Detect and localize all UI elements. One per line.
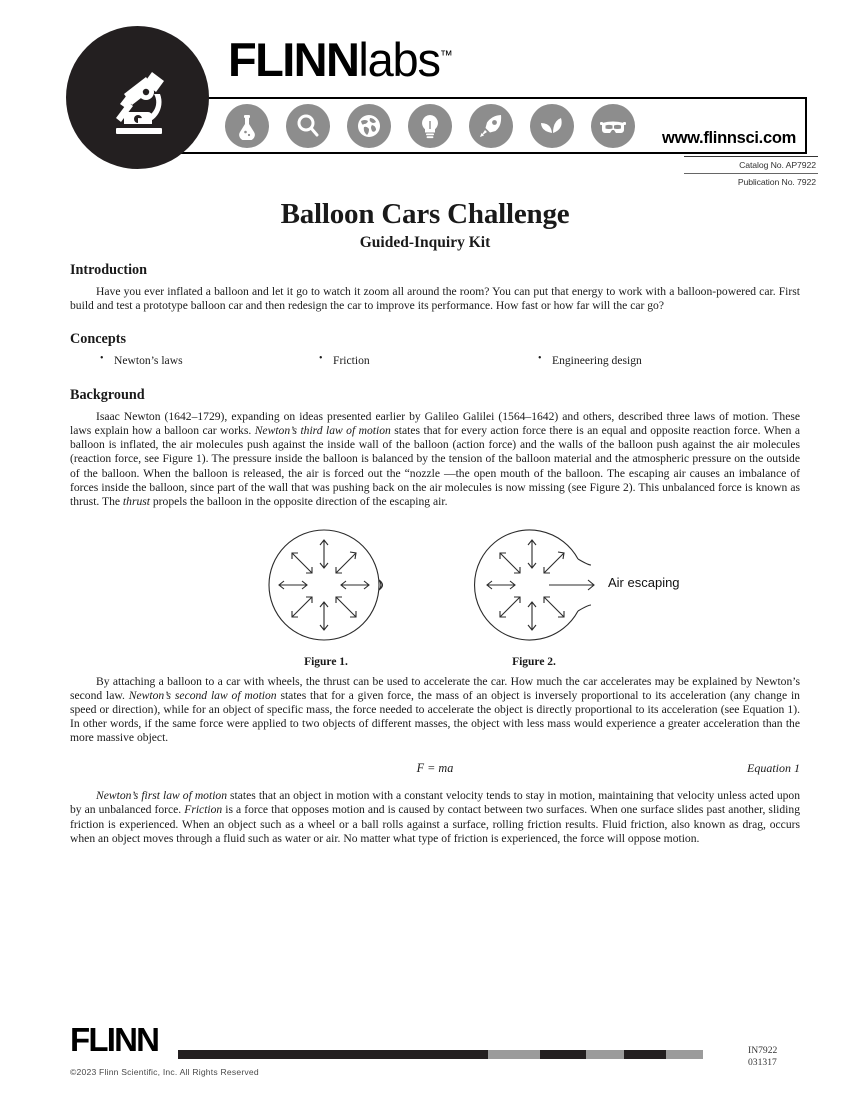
footer-date-code: 031317: [748, 1057, 777, 1068]
balloon-air-escaping-diagram: [470, 523, 598, 649]
footer-bar-segment: [540, 1050, 586, 1059]
page-header: [0, 0, 850, 200]
document-body: [70, 262, 800, 846]
page-subtitle: Guided-Inquiry Kit: [359, 234, 491, 251]
bg1-text-a: Isaac Newton (1642–1729), expanding on ideas presented earlier by Galileo Galilei (1564–1642) and others, described three laws of motion. These laws explain how a balloon car works.: [70, 410, 800, 438]
bg3-emphasis-friction: Friction: [184, 803, 223, 817]
footer-rule-bar: [178, 1050, 703, 1059]
footer-bar-segment: [586, 1050, 624, 1059]
microscope-icon: [90, 50, 186, 146]
leaf-icon: [530, 104, 574, 148]
footer-bar-segment: [624, 1050, 666, 1059]
header-icon-bar: [140, 97, 807, 154]
bg3-emphasis-first-law: Newton’s first law of motion: [96, 789, 228, 803]
bg1-text-c: propels the balloon in the opposite direction of the escaping air.: [149, 494, 448, 508]
heading-concepts: Concepts: [70, 331, 126, 348]
equation-1: F = ma: [416, 761, 454, 776]
figures-row: [70, 523, 800, 675]
catalog-number: Catalog No. AP7922: [684, 156, 818, 173]
heading-introduction: Introduction: [70, 262, 147, 278]
equation-1-label: Equation 1: [747, 761, 800, 776]
figure-1-caption: Figure 1.: [304, 655, 348, 668]
trademark-symbol: ™: [439, 47, 453, 63]
publication-number: Publication No. 7922: [684, 173, 818, 190]
concept-item: • Newton’s laws: [100, 354, 319, 367]
magnifier-icon: [286, 104, 330, 148]
paragraph-background-2: [70, 675, 800, 745]
heading-background: Background: [70, 387, 145, 404]
copyright-notice: ©2023 Flinn Scientific, Inc. All Rights Reserved: [70, 1067, 259, 1077]
catalog-info-block: [684, 156, 818, 190]
concept-item: • Engineering design: [538, 354, 772, 367]
safety-goggles-icon: [591, 104, 635, 148]
figure-2-annotation: Air escaping: [608, 574, 680, 590]
page-title: Balloon Cars Challenge: [280, 198, 570, 230]
footer-bar-segment: [666, 1050, 703, 1059]
bg2-emphasis-second-law: Newton’s second law of motion: [128, 688, 277, 702]
balloon-inflated-forces-diagram: [262, 523, 390, 649]
wordmark-labs: labs: [358, 33, 440, 86]
footer-flinn-logo: FLINN: [70, 1021, 159, 1058]
footer-item-code: IN7922: [748, 1045, 778, 1056]
footer-bar-segment: [488, 1050, 540, 1059]
website-url[interactable]: www.flinnsci.com: [662, 129, 796, 147]
footer-bar-segment: [178, 1050, 488, 1059]
equation-row: [70, 761, 800, 779]
footer-codes: [748, 1045, 818, 1069]
flinnlabs-wordmark: [228, 33, 453, 86]
bg3-text-a: states that an object in motion with a constant velocity tends to stay in motion, maintaining that velocity unless acted upon by an unbalanced force.: [70, 789, 801, 817]
bg2-text-a: By attaching a balloon to a car with wheels, the thrust can be used to accelerate the car. How much the car accelerates may be explained by Newton’s second law.: [70, 674, 800, 702]
bg1-text-b: states that for every action force there is an equal and opposite reaction force. When a balloon is inflated, the air molecules push against the inside wall of the balloon (action force) and the walls of the balloon push against the air molecules (reaction force, see Figure 1). The pressure inside the balloon is balanced by the tension of the balloon material and the atmospheric pressure on the outside of the balloon. When the balloon is released, the air is forced out the “nozzle —the open mouth of the balloon. The escaping air causes an imbalance of forces inside the balloon, since part of the wall that was pushing back on the air molecules is now missing (see Figure 2). This unbalanced force is known as thrust. The: [70, 424, 800, 508]
wordmark-flinn: FLINN: [228, 33, 359, 86]
bg1-emphasis-third-law: Newton’s third law of motion: [254, 424, 391, 438]
bg2-text-b: states that for a given force, the mass of an object is inversely proportional to its acceleration (any change in speed or direction), while for an object of specific mass, the force needed to accelerate the object is directly proportional to its acceleration (see Equation 1). In other words, if the same force were applied to two objects of different masses, the object with less mass would experience a greater acceleration than the more massive object.: [70, 688, 800, 745]
paragraph-introduction: Have you ever inflated a balloon and let it go to watch it zoom all around the room? You can put that energy to work with a balloon-powered car. First build and test a prototype balloon car and then redesign the car to improve its performance. How fast or how far will the car go?: [70, 285, 800, 313]
paragraph-background-1: [70, 410, 800, 509]
figure-2: [470, 523, 770, 668]
concepts-list: [70, 354, 800, 367]
flask-icon: [225, 104, 269, 148]
rocket-icon: [469, 104, 513, 148]
concept-item: • Friction: [319, 354, 538, 367]
globe-icon: [347, 104, 391, 148]
figure-1: [262, 523, 390, 668]
lightbulb-icon: [408, 104, 452, 148]
bg1-emphasis-thrust: thrust: [122, 494, 150, 508]
figure-2-caption: Figure 2.: [512, 655, 556, 668]
bg3-text-b: is a force that opposes motion and is caused by contact between two surfaces. When one surface slides past another, sliding friction is experienced. When an object such as a wheel or a ball rolls against a surface, rolling friction results. Fluid friction, also known as drag, occurs when an object moves through a fluid such as water or air. No matter what type of friction is experienced, the force will oppose motion.: [70, 803, 800, 845]
flinn-microscope-logo: [66, 26, 209, 169]
page-footer: [0, 1005, 850, 1100]
paragraph-background-3: [70, 789, 800, 845]
